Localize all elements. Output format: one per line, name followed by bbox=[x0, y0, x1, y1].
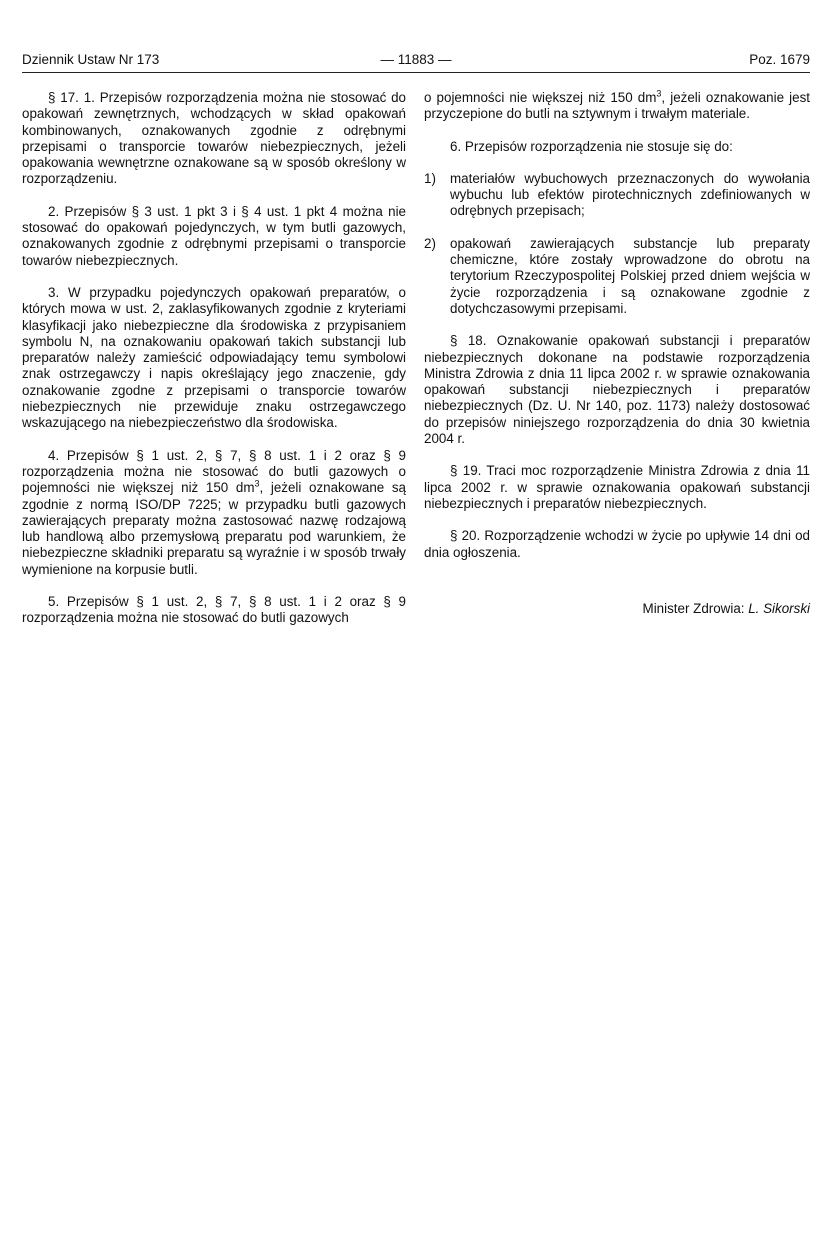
signature-name: L. Sikorski bbox=[748, 600, 810, 616]
paragraph-17-4-text-b: , jeżeli oznakowane są zgodnie z normą ISO/DP 7225; w przypadku butli gazowych zawierających preparaty można zastosować nazwę rodzajową lub handlową albo przemysłową preparatu pod warunkiem, że niebezpieczne składniki preparatu są wyraźnie i w sposób trwały wymienione na korpusie butli. bbox=[22, 480, 406, 577]
list-item-text: opakowań zawierających substancje lub preparaty chemiczne, które zostały wprowadzone do obrotu na terytorium Rzeczypospolitej Polskiej przed dniem wejścia w życie rozporządzenia i są oznakowane zgodnie z dotychczasowymi przepisami. bbox=[450, 235, 810, 316]
paragraph-17-4-text-a: 4. Przepisów § 1 ust. 2, § 7, § 8 ust. 1 i 2 oraz § 9 rozporządzenia można nie stosować do butli gazowych o pojemności nie większej niż 150 dm bbox=[22, 447, 406, 496]
paragraph-17-3: 3. W przypadku pojedynczych opakowań preparatów, o których mowa w ust. 2, zaklasyfikowanych zgodnie z kryteriami klasyfikacji jako niebezpieczne dla środowiska z przypisaniem symbolu N, na oznakowaniu opakowań takich substancji lub preparatów należy zamieścić odpowiadający temu symbolowi znak ostrzegawczy i napis określający jego znaczenie, gdy oznakowanie zgodne z przepisami o transporcie towarów niebezpiecznych nie przewiduje znaku ostrzegawczego wskazującego na niebezpieczeństwo dla środowiska. bbox=[22, 284, 406, 431]
position-number: Poz. 1679 bbox=[749, 52, 810, 67]
list-item bbox=[424, 171, 810, 220]
journal-title: Dziennik Ustaw Nr 173 bbox=[22, 52, 160, 67]
signature bbox=[424, 601, 810, 617]
paragraph-18: § 18. Oznakowanie opakowań substancji i preparatów niebezpiecznych dokonane na podstawie rozporządzenia Ministra Zdrowia z dnia 11 lipca 2002 r. w sprawie oznakowania opakowań substancji niebezpiecznych i preparatów niebezpiecznych (Dz. U. Nr 140, poz. 1173) należy dostosować do przepisów niniejszego rozporządzenia do dnia 30 kwietnia 2004 r. bbox=[424, 333, 810, 447]
exemption-list bbox=[424, 171, 810, 317]
list-item-text: materiałów wybuchowych przeznaczonych do wywołania wybuchu lub efektów pirotechnicznych zdefiniowanych w odrębnych przepisach; bbox=[450, 170, 810, 219]
paragraph-17-2: 2. Przepisów § 3 ust. 1 pkt 3 i § 4 ust. 1 pkt 4 można nie stosować do opakowań pojedynczych, w tym butli gazowych, oznakowanych zgodnie z odrębnymi przepisami o transporcie towarów niebezpiecznych. bbox=[22, 203, 406, 268]
left-column bbox=[22, 90, 406, 643]
paragraph-20: § 20. Rozporządzenie wchodzi w życie po upływie 14 dni od dnia ogłoszenia. bbox=[424, 528, 810, 560]
paragraph-17-5-cont-text-b: , jeżeli oznakowanie jest przyczepione do butli na sztywnym i trwałym materiale. bbox=[424, 90, 810, 122]
list-item-number: 1) bbox=[424, 170, 436, 186]
superscript-3: 3 bbox=[254, 478, 260, 489]
paragraph-17-5-continued bbox=[424, 90, 810, 123]
page-number: — 11883 — bbox=[380, 52, 452, 67]
paragraph-17-6: 6. Przepisów rozporządzenia nie stosuje się do: bbox=[450, 138, 733, 154]
paragraph-17-5: 5. Przepisów § 1 ust. 2, § 7, § 8 ust. 1 i 2 oraz § 9 rozporządzenia można nie stosować do butli gazowych bbox=[22, 594, 406, 626]
list-item-number: 2) bbox=[424, 235, 436, 251]
right-column bbox=[424, 90, 810, 633]
list-item bbox=[424, 236, 810, 317]
superscript-3: 3 bbox=[656, 88, 662, 99]
page-header bbox=[22, 50, 810, 73]
paragraph-19: § 19. Traci moc rozporządzenie Ministra Zdrowia z dnia 11 lipca 2002 r. w sprawie oznakowania opakowań substancji niebezpiecznych i preparatów niebezpiecznych. bbox=[424, 463, 810, 511]
paragraph-17-1: § 17. 1. Przepisów rozporządzenia można nie stosować do opakowań zewnętrznych, wchodzących w skład opakowań kombinowanych, oznakowanych zgodnie z odrębnymi przepisami o transporcie towarów niebezpiecznych, jeżeli opakowania wewnętrzne oznakowane są w sposób określony w rozporządzeniu. bbox=[22, 90, 406, 187]
paragraph-17-5-cont-text-a: o pojemności nie większej niż 150 dm bbox=[424, 90, 657, 105]
paragraph-17-4 bbox=[22, 448, 406, 578]
signature-label: Minister Zdrowia: bbox=[642, 600, 745, 616]
